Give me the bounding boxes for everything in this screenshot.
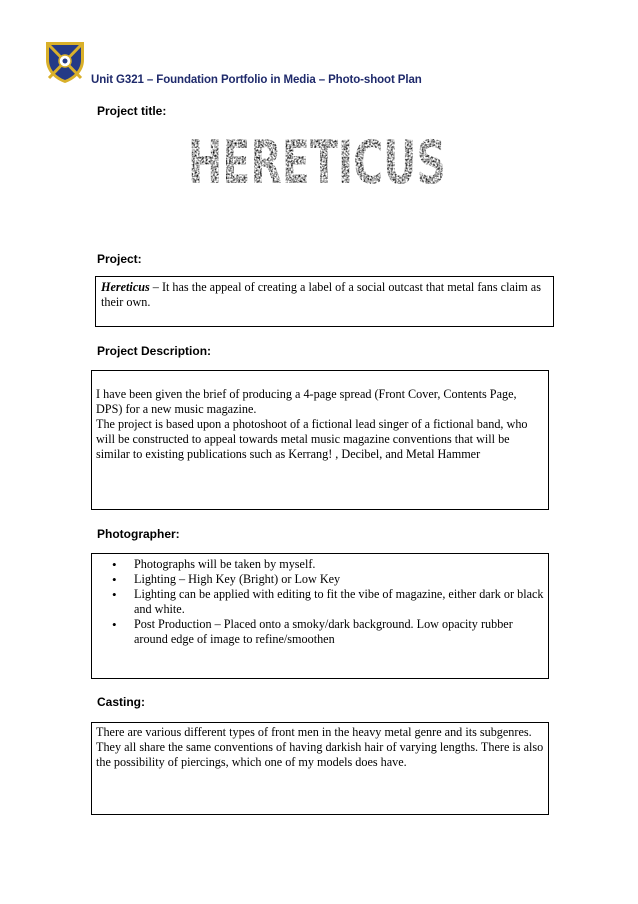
project-text: [101, 280, 548, 310]
list-item: • Photographs will be taken by myself.: [96, 557, 544, 572]
project-description-label: Project Description:: [97, 344, 212, 358]
casting-text: There are various different types of front men in the heavy metal genre and its subgenres. They all share the same conventions of having darkish hair of varying lengths. There is also the possibility of piercings, which one of my models does have.: [96, 725, 544, 769]
logo-text: HERETICUS: [188, 128, 446, 198]
photographer-list: [96, 557, 544, 647]
list-item: • Post Production – Placed onto a smoky/dark background. Low opacity rubber around edge of image to refine/smoothen: [96, 617, 544, 647]
photographer-box: [91, 553, 549, 679]
description-paragraph: I have been given the brief of producing a 4-page spread (Front Cover, Contents Page, DPS) for a new music magazine.: [96, 387, 517, 416]
list-item: • Lighting – High Key (Bright) or Low Key: [96, 572, 544, 587]
school-crest-logo: [44, 38, 86, 84]
project-title-label: Project title:: [97, 104, 167, 118]
project-box: [95, 276, 554, 327]
document-header-title: Unit G321 – Foundation Portfolio in Media – Photo-shoot Plan: [91, 74, 422, 86]
description-paragraph: The project is based upon a photoshoot of a fictional lead singer of a fictional band, who will be constructed to appeal towards metal music magazine conventions that will be similar to existing publications such as Kerrang! , Decibel, and Metal Hammer: [96, 417, 528, 461]
casting-box: [91, 722, 549, 815]
casting-label: Casting:: [97, 695, 145, 709]
list-item: • Lighting can be applied with editing to fit the vibe of magazine, either dark or black and white.: [96, 587, 544, 617]
hereticus-logo: [186, 128, 448, 198]
project-name: Hereticus: [101, 280, 150, 294]
project-label: Project:: [97, 252, 142, 266]
description-box: [91, 370, 549, 510]
project-description: – It has the appeal of creating a label of a social outcast that metal fans claim as their own.: [101, 280, 541, 309]
photographer-label: Photographer:: [97, 527, 180, 541]
